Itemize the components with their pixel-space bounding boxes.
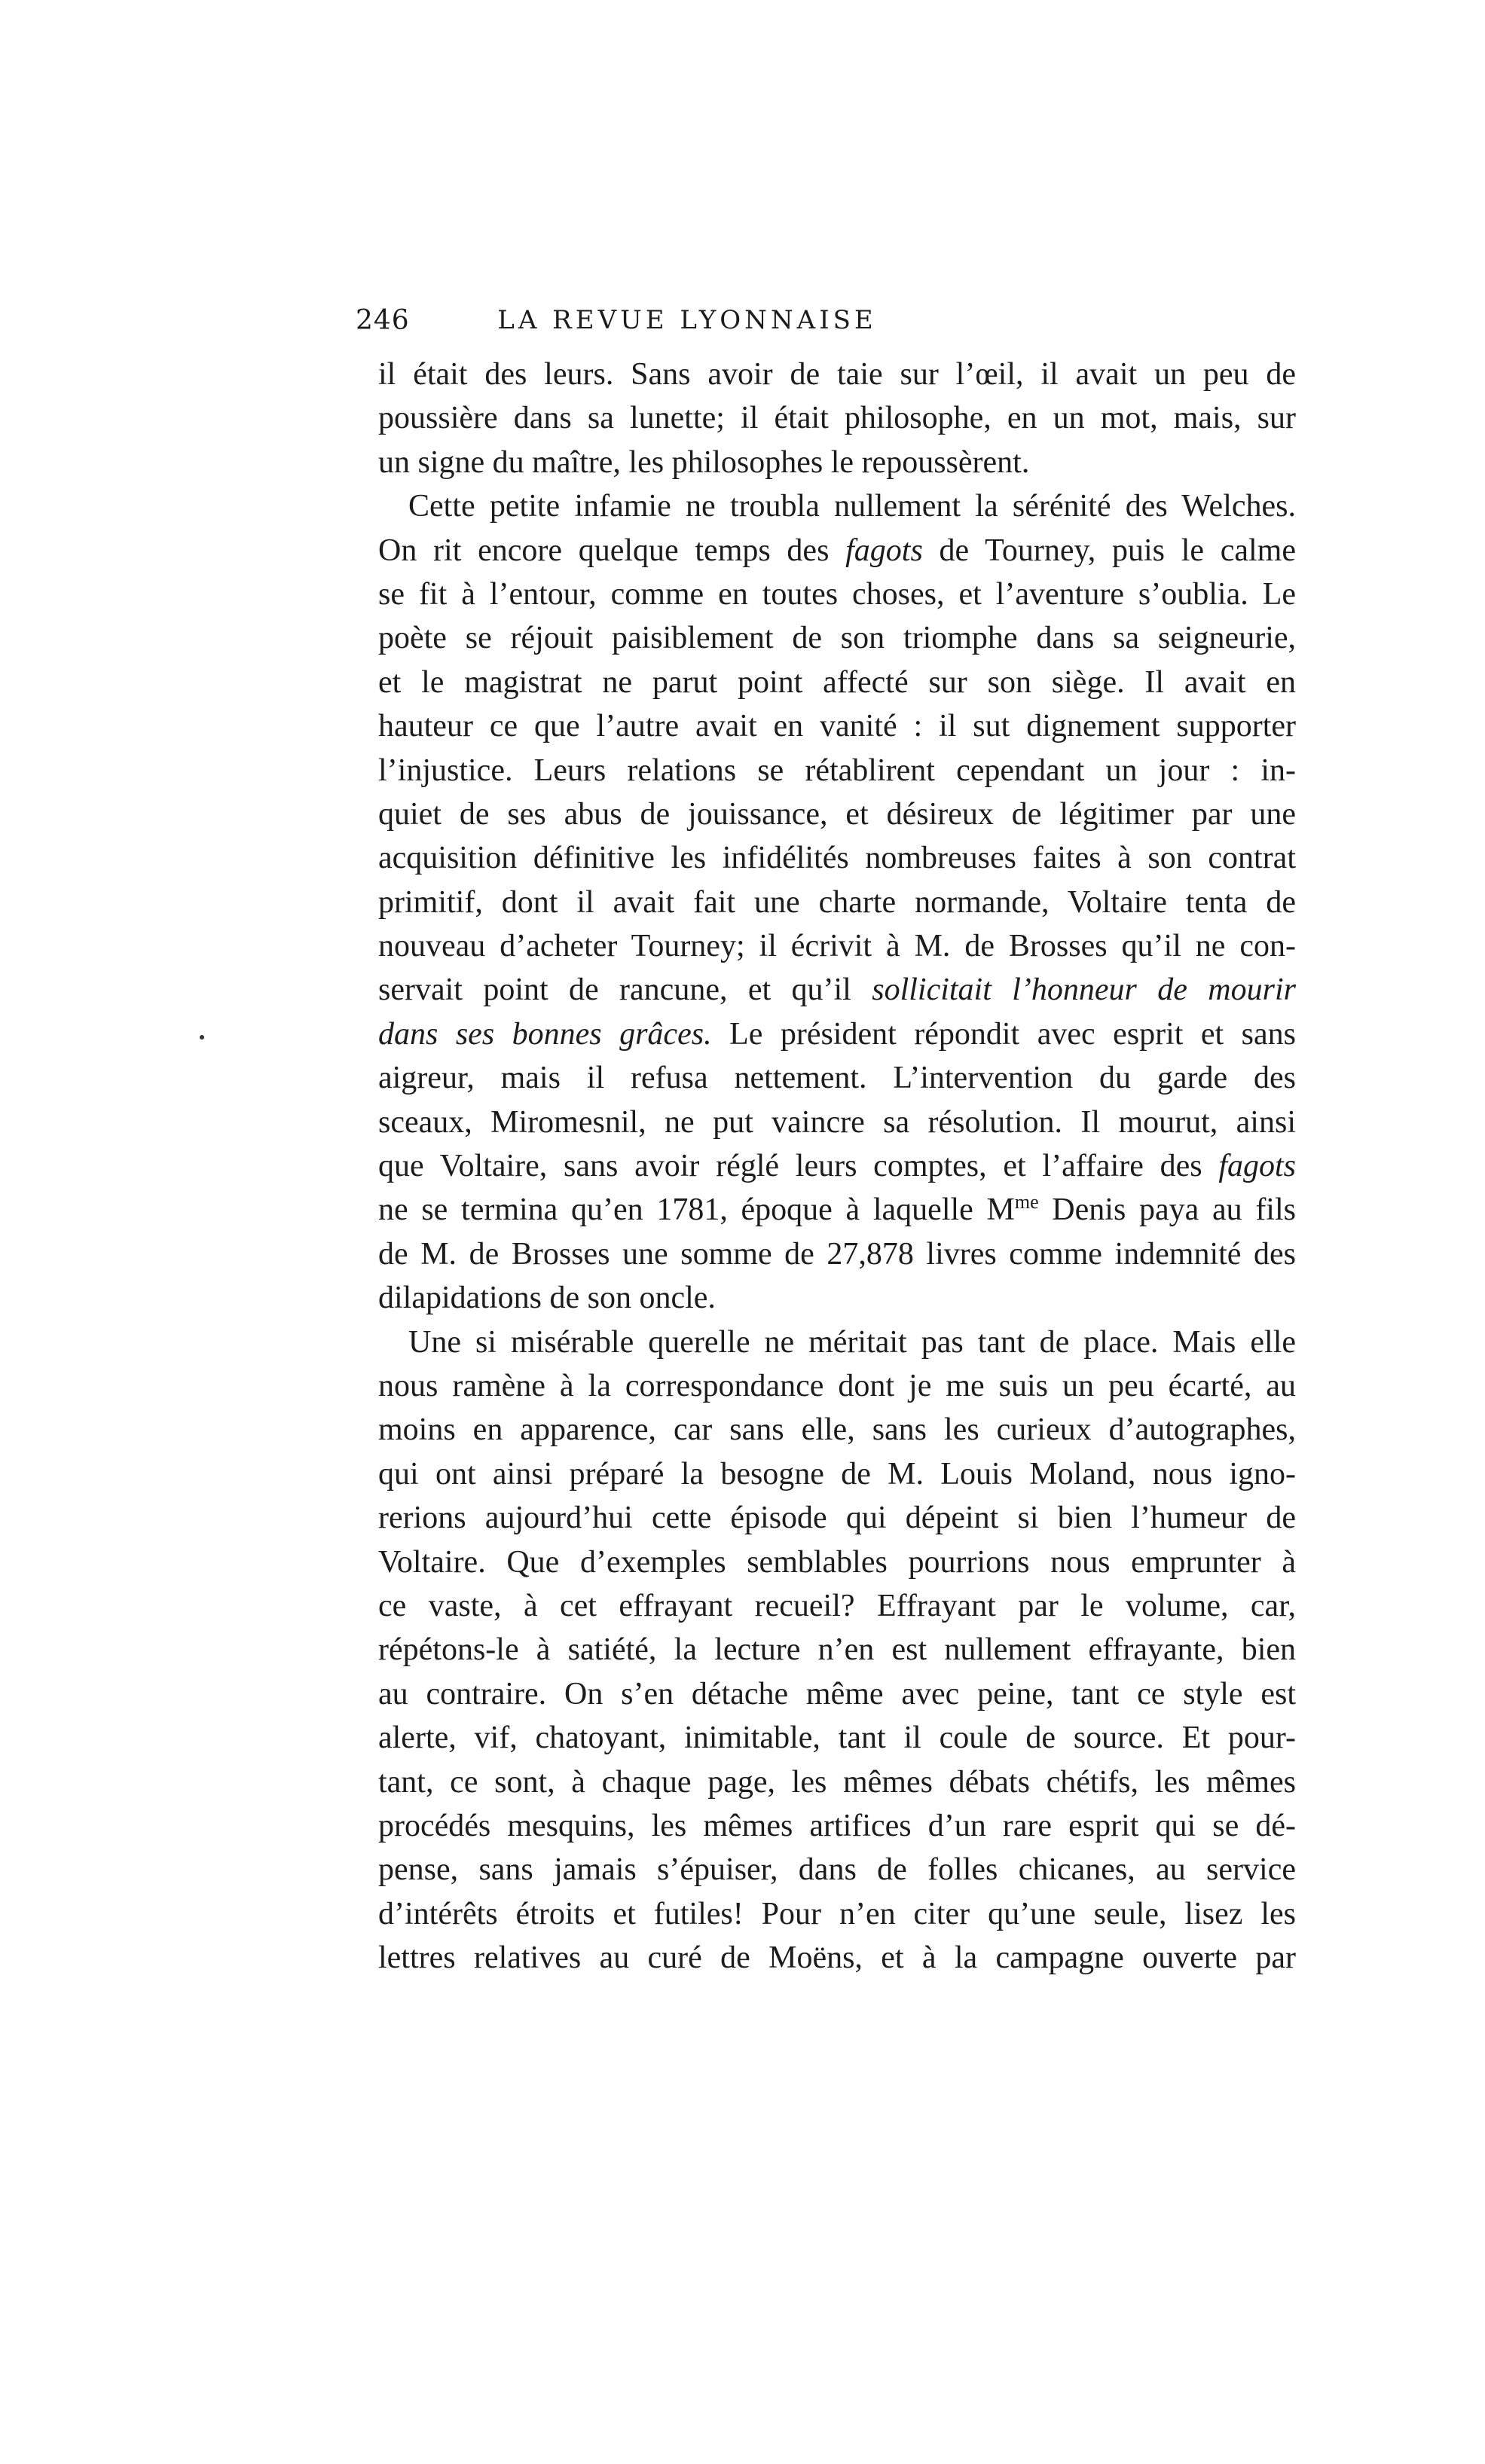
text-line: moins en apparence, car sans elle, sans les curieux d’autographes, [378, 1412, 1296, 1448]
text-line [378, 1144, 1296, 1188]
text-line: pense, sans jamais s’épuiser, dans de folles chicanes, au service [378, 1852, 1296, 1888]
italic-text: fagots [1218, 1149, 1296, 1184]
page-number: 246 [356, 305, 410, 336]
text-line: poussière dans sa lunette; il était philosophe, en un mot, mais, sur [378, 401, 1296, 436]
text-run: On rit encore quelque temps des [378, 533, 846, 568]
text-line: Voltaire. Que d’exemples semblables pourrions nous emprunter à [378, 1544, 1296, 1580]
text-line: ce vaste, à cet effrayant recueil? Effrayant par le volume, car, [378, 1588, 1296, 1623]
italic-text: dans ses bonnes grâces. [378, 1016, 712, 1052]
text-line: quiet de ses abus de jouissance, et désireux de légitimer par une [378, 796, 1296, 832]
text-line [378, 529, 1296, 572]
text-line [378, 1188, 1296, 1232]
text-line: alerte, vif, chatoyant, inimitable, tant il coule de source. Et pour- [378, 1721, 1296, 1756]
text-line: lettres relatives au curé de Moëns, et à la campagne ouverte par [378, 1940, 1296, 1976]
text-line [378, 968, 1296, 1012]
text-line: nouveau d’acheter Tourney; il écrivit à M. de Brosses qu’il ne con- [378, 929, 1296, 964]
text-line: dilapidations de son oncle. [378, 1281, 716, 1316]
text-run: de Tourney, puis le calme [922, 533, 1296, 568]
text-run: Denis paya au fils [1038, 1192, 1296, 1228]
text-line: aigreur, mais il refusa nettement. L’intervention du garde des [378, 1061, 1296, 1096]
text-line: et le magistrat ne parut point affecté sur son siège. Il avait en [378, 664, 1296, 700]
margin-dot [200, 1035, 204, 1040]
text-line: tant, ce sont, à chaque page, les mêmes débats chétifs, les mêmes [378, 1764, 1296, 1800]
text-line: au contraire. On s’en détache même avec peine, tant ce style est [378, 1676, 1296, 1711]
italic-text: sollicitait l’honneur de mourir [872, 972, 1296, 1008]
text-run: que Voltaire, sans avoir réglé leurs comptes, et l’affaire des [378, 1149, 1219, 1184]
text-line: hauteur ce que l’autre avait en vanité : il sut dignement supporter [378, 709, 1296, 744]
text-line: de M. de Brosses une somme de 27,878 livres comme indemnité des [378, 1236, 1296, 1272]
text-run: Le président répondit avec esprit et sans [711, 1016, 1297, 1052]
text-run: ne se termina qu’en 1781, époque à laquelle M [378, 1192, 1015, 1228]
text-line: rerions aujourd’hui cette épisode qui dépeint si bien l’humeur de [378, 1501, 1296, 1536]
italic-text: fagots [845, 533, 923, 568]
text-line: se fit à l’entour, comme en toutes choses, et l’aventure s’oublia. Le [378, 576, 1296, 612]
text-line [378, 1012, 1296, 1056]
superscript: me [1014, 1191, 1039, 1214]
text-line: il était des leurs. Sans avoir de taie sur l’œil, il avait un peu de [378, 357, 1296, 392]
text-line: d’intérêts étroits et futiles! Pour n’en citer qu’une seule, lisez les [378, 1896, 1296, 1931]
text-line: primitif, dont il avait fait une charte normande, Voltaire tenta de [378, 884, 1296, 920]
text-line: Cette petite infamie ne troubla nullement la sérénité des Welches. [408, 489, 1296, 524]
text-line: Une si misérable querelle ne méritait pas tant de place. Mais elle [408, 1324, 1296, 1360]
text-run: servait point de rancune, et qu’il [378, 972, 872, 1008]
text-line: l’injustice. Leurs relations se rétablirent cependant un jour : in- [378, 753, 1296, 788]
text-line: sceaux, Miromesnil, ne put vaincre sa résolution. Il mourut, ainsi [378, 1104, 1296, 1140]
text-line: acquisition définitive les infidélités nombreuses faites à son contrat [378, 841, 1296, 876]
text-line: poète se réjouit paisiblement de son triomphe dans sa seigneurie, [378, 621, 1296, 656]
journal-title: LA REVUE LYONNAISE [497, 305, 877, 335]
text-line: procédés mesquins, les mêmes artifices d’un rare esprit qui se dé- [378, 1808, 1296, 1843]
text-line: qui ont ainsi préparé la besogne de M. Louis Moland, nous igno- [378, 1456, 1296, 1492]
text-line: répétons-le à satiété, la lecture n’en est nullement effrayante, bien [378, 1632, 1296, 1668]
running-head [356, 305, 1019, 343]
text-line: nous ramène à la correspondance dont je me suis un peu écarté, au [378, 1368, 1296, 1403]
text-line: un signe du maître, les philosophes le repoussèrent. [378, 444, 1030, 480]
body-text [378, 353, 1296, 1980]
